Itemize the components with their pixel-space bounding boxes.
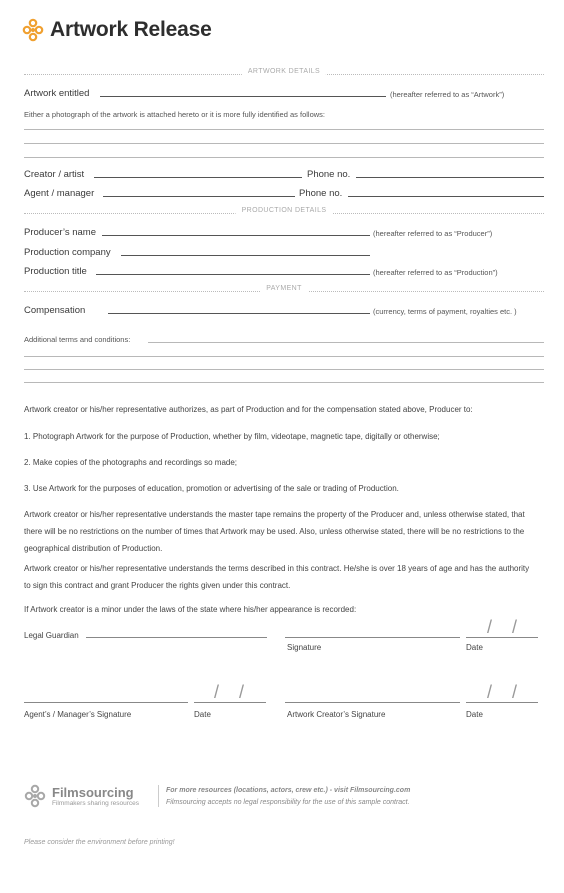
- artwork-entitled-label: Artwork entitled: [24, 88, 90, 99]
- date-separator: /: [487, 617, 493, 637]
- agent-field[interactable]: [103, 196, 295, 197]
- agent-signature-field[interactable]: [24, 702, 188, 703]
- production-title-note: (hereafter referred to as “Production”): [373, 268, 498, 277]
- date-separator: /: [512, 682, 518, 702]
- terms-item-3: 3. Use Artwork for the purposes of education, promotion or advertising of the sale or trading of Production.: [24, 484, 399, 493]
- additional-terms-label: Additional terms and conditions:: [24, 335, 131, 344]
- page-title: Artwork Release: [50, 18, 212, 41]
- date-separator: /: [239, 682, 245, 702]
- footer-resources-link[interactable]: For more resources (locations, actors, crew etc.) - visit Filmsourcing.com: [166, 787, 411, 794]
- creator-label: Creator / artist: [24, 169, 85, 180]
- agent-date-label: Date: [194, 710, 211, 719]
- compensation-field[interactable]: [108, 313, 370, 314]
- production-title-field[interactable]: [96, 274, 370, 275]
- terms-intro: Artwork creator or his/her representative authorizes, as part of Production and for the compensation stated above, Producer to:: [24, 405, 473, 414]
- footer-brand: Filmsourcing: [52, 785, 134, 800]
- production-title-label: Production title: [24, 266, 87, 277]
- legal-guardian-label: Legal Guardian: [24, 631, 79, 640]
- creator-signature-label: Artwork Creator’s Signature: [287, 710, 386, 719]
- producer-field[interactable]: [102, 235, 370, 236]
- terms-para-authority: Artwork creator or his/her representative understands the terms described in this contract. He/she is over 18 years of age and has the authority to sign this contract and grant Producer the rights given under this contract.: [24, 564, 530, 590]
- creator-date-field[interactable]: [466, 702, 538, 703]
- creator-field[interactable]: [94, 177, 302, 178]
- terms-item-2: 2. Make copies of the photographs and recordings so made;: [24, 458, 238, 467]
- artwork-entitled-field[interactable]: [100, 96, 386, 97]
- legal-guardian-field[interactable]: [86, 637, 267, 638]
- producer-label: Producer’s name: [24, 227, 96, 238]
- artwork-entitled-note: (hereafter referred to as “Artwork”): [390, 90, 505, 99]
- compensation-label: Compensation: [24, 305, 86, 316]
- section-divider-production: [24, 207, 544, 219]
- description-line-1[interactable]: [24, 129, 544, 130]
- additional-terms-line-0[interactable]: [148, 342, 544, 343]
- company-field[interactable]: [121, 255, 370, 256]
- guardian-signature-label: Signature: [287, 643, 322, 652]
- terms-minor: If Artwork creator is a minor under the laws of the state where his/her appearance is recorded:: [24, 605, 357, 614]
- creator-signature-field[interactable]: [285, 702, 460, 703]
- footer-disclaimer: Filmsourcing accepts no legal responsibility for the use of this sample contract.: [166, 799, 410, 806]
- section-divider-artwork: [24, 68, 544, 80]
- agent-label: Agent / manager: [24, 188, 95, 199]
- guardian-signature-field[interactable]: [285, 637, 460, 638]
- additional-terms-line-1[interactable]: [24, 356, 544, 357]
- compensation-note: (currency, terms of payment, royalties etc. ): [373, 307, 517, 316]
- terms-item-1: 1. Photograph Artwork for the purpose of Production, whether by film, videotape, magnetic tape, digitally or otherwise;: [24, 432, 440, 441]
- environment-note: Please consider the environment before printing!: [24, 839, 175, 846]
- description-line-2[interactable]: [24, 143, 544, 144]
- filmsourcing-logo-icon: [22, 18, 44, 42]
- footer-tagline: Filmmakers sharing resources: [52, 800, 140, 807]
- agent-signature-label: Agent’s / Manager’s Signature: [24, 710, 132, 719]
- guardian-date-field[interactable]: [466, 637, 538, 638]
- footer-divider: [158, 785, 159, 807]
- photo-instruction: Either a photograph of the artwork is attached hereto or it is more fully identified as follows:: [24, 110, 325, 119]
- date-separator: /: [487, 682, 493, 702]
- section-label: ARTWORK DETAILS: [242, 68, 326, 75]
- date-separator: /: [512, 617, 518, 637]
- creator-date-label: Date: [466, 710, 483, 719]
- additional-terms-line-3[interactable]: [24, 382, 544, 383]
- description-line-3[interactable]: [24, 157, 544, 158]
- section-divider-payment: [24, 285, 544, 297]
- terms-para-master-tape: Artwork creator or his/her representative understands the master tape remains the property of the Producer and, unless otherwise stated, that there will be no restrictions on the number of times that Artwork may be used. Also, unless otherwise stated, there will be no restrictions to the geographical distribution of Production.: [24, 510, 525, 553]
- creator-phone-field[interactable]: [356, 177, 544, 178]
- agent-phone-field[interactable]: [348, 196, 544, 197]
- section-label: PAYMENT: [260, 285, 308, 292]
- filmsourcing-footer-logo-icon: [24, 784, 46, 808]
- section-label: PRODUCTION DETAILS: [236, 207, 333, 214]
- date-separator: /: [214, 682, 220, 702]
- agent-date-field[interactable]: [194, 702, 266, 703]
- agent-phone-label: Phone no.: [299, 188, 343, 199]
- guardian-date-label: Date: [466, 643, 483, 652]
- producer-note: (hereafter referred to as “Producer”): [373, 229, 493, 238]
- additional-terms-line-2[interactable]: [24, 369, 544, 370]
- company-label: Production company: [24, 247, 111, 258]
- creator-phone-label: Phone no.: [307, 169, 351, 180]
